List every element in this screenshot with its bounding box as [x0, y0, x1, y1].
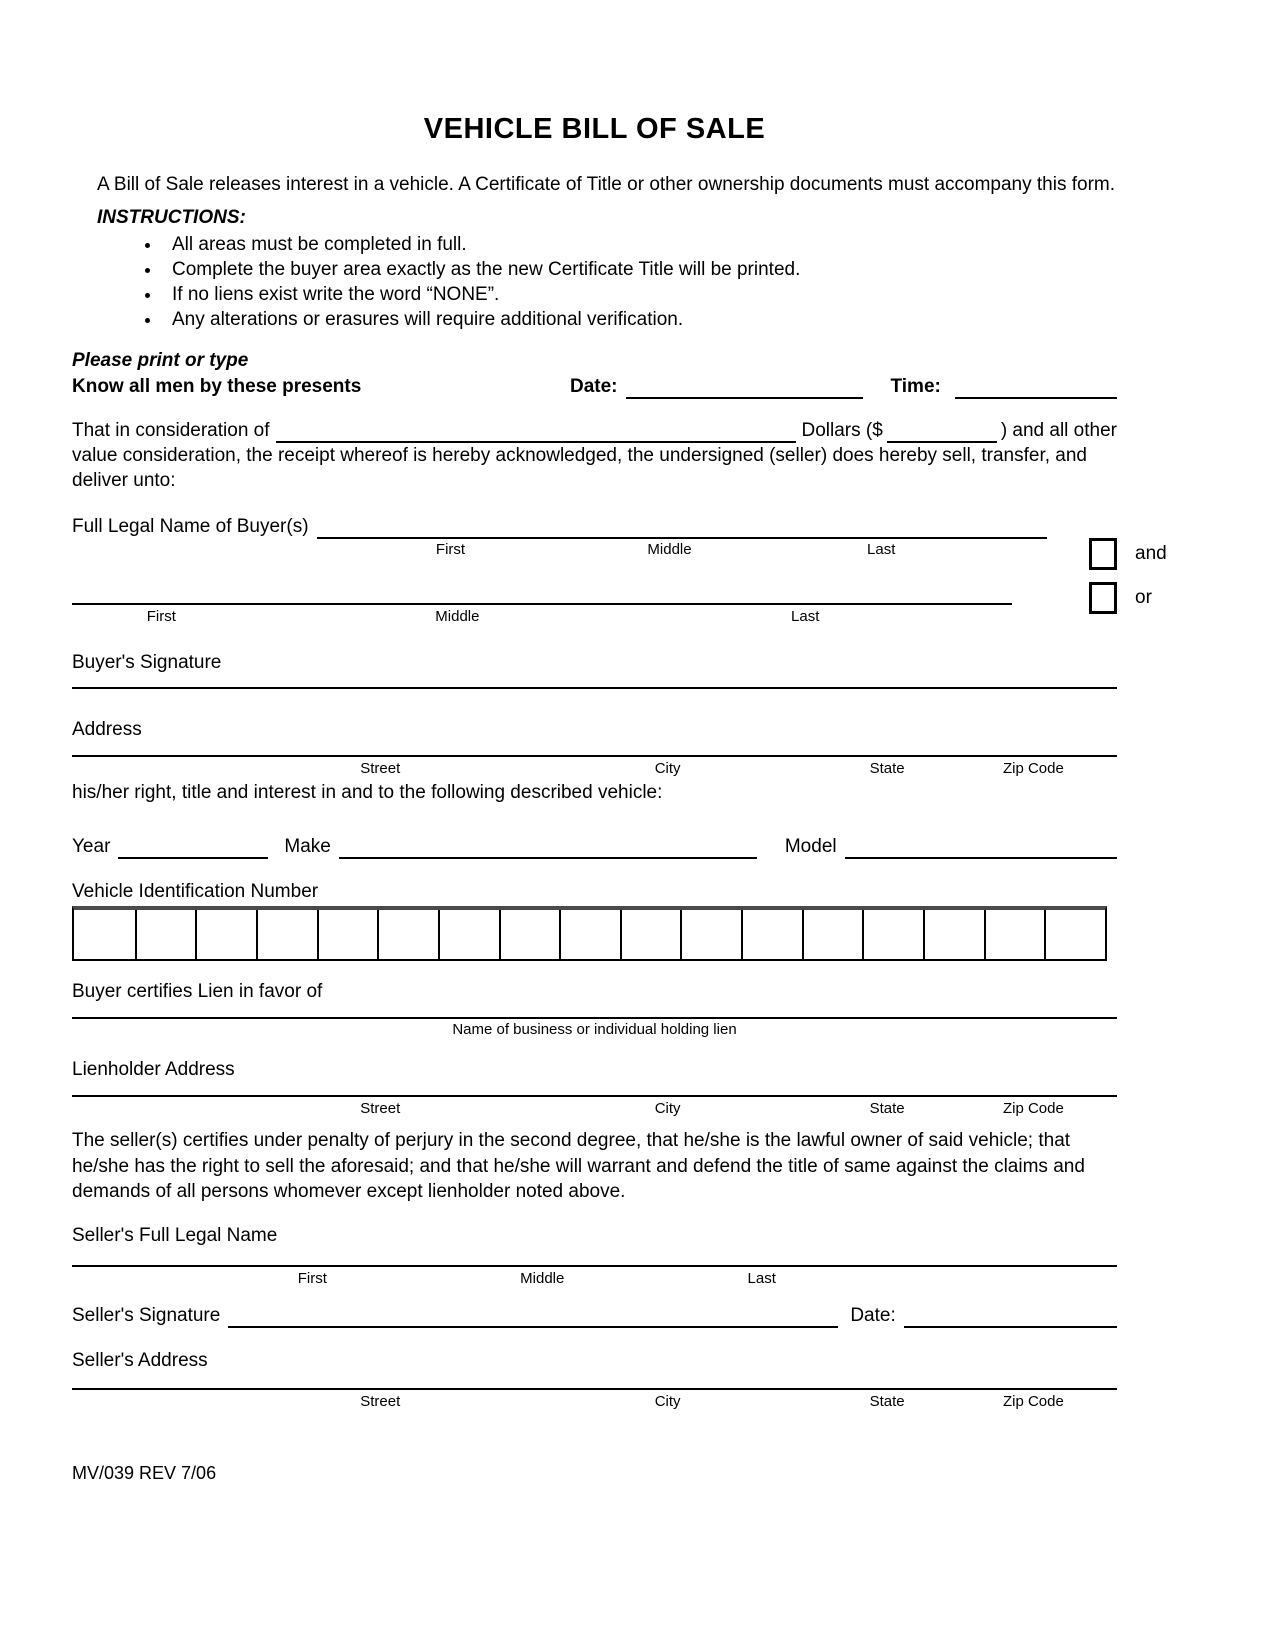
or-checkbox-row	[1089, 582, 1167, 614]
know-all-men-label: Know all men by these presents	[72, 376, 362, 397]
vin-cell[interactable]	[862, 910, 923, 959]
consideration-after-amount: ) and all other	[1000, 420, 1117, 441]
know-all-men-row	[72, 373, 1117, 399]
instruction-item: • All areas must be completed in full.	[162, 232, 1117, 257]
vin-cell[interactable]	[74, 910, 135, 959]
or-checkbox-label: or	[1135, 587, 1152, 608]
vin-cell[interactable]	[559, 910, 620, 959]
vin-cell[interactable]	[499, 910, 560, 959]
lienholder-name-caption: Name of business or individual holding lien	[452, 1021, 737, 1038]
column-label-zip: Zip Code	[1002, 1392, 1064, 1410]
time-label: Time:	[890, 376, 941, 397]
vin-cell[interactable]	[802, 910, 863, 959]
buyer-address-column-labels	[72, 760, 1117, 780]
vin-cell[interactable]	[438, 910, 499, 959]
column-label-state: State	[869, 1392, 905, 1410]
model-field[interactable]	[845, 833, 1117, 859]
and-checkbox[interactable]	[1089, 538, 1117, 570]
buyer-signature-label: Buyer's Signature	[72, 652, 222, 673]
column-label-state: State	[869, 760, 905, 777]
consideration-lead: That in consideration of	[72, 420, 270, 441]
column-label-street: Street	[360, 1100, 401, 1117]
column-label-zip: Zip Code	[1002, 760, 1064, 777]
date-label: Date:	[570, 376, 618, 397]
page-title: VEHICLE BILL OF SALE	[423, 113, 766, 145]
vin-cell[interactable]	[377, 910, 438, 959]
seller-address-label: Seller's Address	[72, 1349, 208, 1371]
instruction-item: • Any alterations or erasures will require additional verification.	[162, 307, 1117, 332]
make-label: Make	[284, 836, 331, 857]
seller-full-legal-name-label: Seller's Full Legal Name	[72, 1224, 278, 1246]
column-label-last: Last	[867, 541, 896, 558]
vin-cell[interactable]	[741, 910, 802, 959]
column-label-middle: Middle	[435, 608, 480, 625]
rights-text: his/her right, title and interest in and to the following described vehicle:	[72, 782, 663, 803]
seller-signature-row	[72, 1302, 1117, 1328]
print-or-type-note: Please print or type	[72, 350, 249, 371]
vin-cell[interactable]	[923, 910, 984, 959]
vin-cell[interactable]	[135, 910, 196, 959]
make-field[interactable]	[339, 833, 757, 859]
buyer-name1-column-labels	[341, 541, 1071, 561]
buyer-certifies-lien-label: Buyer certifies Lien in favor of	[72, 981, 323, 1002]
buyer-name2-column-labels	[72, 608, 1012, 628]
intro-paragraph: A Bill of Sale releases interest in a vehicle. A Certificate of Title or other ownership documents must accompany this form.	[97, 174, 1116, 195]
and-checkbox-label: and	[1135, 543, 1167, 564]
column-label-first: First	[146, 608, 176, 625]
instruction-item: • Complete the buyer area exactly as the new Certificate Title will be printed.	[162, 257, 1117, 282]
buyer-full-legal-name-label: Full Legal Name of Buyer(s)	[72, 516, 309, 537]
seller-date-label: Date:	[850, 1304, 896, 1326]
consideration-continuation: value consideration, the receipt whereof is hereby acknowledged, the undersigned (seller) does hereby sell, transfer, and deliver unto:	[72, 445, 1087, 491]
column-label-first: First	[297, 1269, 327, 1287]
buyer-name-field-2[interactable]	[72, 603, 1012, 605]
consideration-row	[72, 417, 1117, 443]
vin-cell[interactable]	[620, 910, 681, 959]
column-label-street: Street	[360, 1392, 401, 1410]
year-label: Year	[72, 836, 111, 857]
year-field[interactable]	[118, 833, 268, 859]
seller-date-field[interactable]	[904, 1302, 1117, 1328]
buyer-signature-field[interactable]	[72, 687, 1117, 689]
column-label-city: City	[654, 1392, 681, 1410]
column-label-middle: Middle	[647, 541, 692, 558]
column-label-middle: Middle	[520, 1269, 565, 1287]
seller-name-column-labels	[72, 1270, 1117, 1290]
instructions-heading: INSTRUCTIONS:	[97, 207, 246, 228]
lienholder-name-field[interactable]	[72, 1017, 1117, 1019]
model-label: Model	[784, 836, 837, 857]
seller-certification-paragraph: The seller(s) certifies under penalty of perjury in the second degree, that he/she is the lawful owner of said vehicle; that he/she has the right to sell the aforesaid; and that he/she will warrant and defend the title of same against the claims and demands of all persons whomever except lienholder noted above.	[72, 1130, 1085, 1202]
seller-address-column-labels	[72, 1393, 1117, 1413]
vin-grid	[72, 906, 1107, 961]
seller-signature-label: Seller's Signature	[72, 1304, 221, 1326]
column-label-last: Last	[747, 1269, 776, 1287]
date-field[interactable]	[626, 373, 863, 399]
buyer-name-field-1[interactable]	[317, 513, 1047, 539]
column-label-city: City	[654, 1100, 681, 1117]
vin-cell[interactable]	[256, 910, 317, 959]
lienholder-address-field[interactable]	[72, 1095, 1117, 1097]
dollars-label: Dollars ($	[801, 420, 883, 441]
and-or-checkbox-group	[1089, 538, 1167, 614]
consideration-amount-field[interactable]	[887, 417, 997, 443]
vin-cell[interactable]	[1044, 910, 1105, 959]
vin-cell[interactable]	[195, 910, 256, 959]
seller-signature-field[interactable]	[228, 1302, 838, 1328]
seller-address-field[interactable]	[72, 1388, 1117, 1390]
vin-cell[interactable]	[680, 910, 741, 959]
column-label-zip: Zip Code	[1002, 1100, 1064, 1117]
column-label-last: Last	[791, 608, 820, 625]
vin-cell[interactable]	[317, 910, 378, 959]
column-label-first: First	[435, 541, 466, 558]
vin-label: Vehicle Identification Number	[72, 881, 319, 902]
time-field[interactable]	[955, 373, 1117, 399]
instruction-item: • If no liens exist write the word “NONE”.	[162, 282, 1117, 307]
column-label-street: Street	[360, 760, 401, 777]
vin-cell[interactable]	[984, 910, 1045, 959]
or-checkbox[interactable]	[1089, 582, 1117, 614]
buyer-address-field[interactable]	[72, 755, 1117, 757]
form-number: MV/039 REV 7/06	[72, 1462, 217, 1483]
seller-name-field[interactable]	[72, 1265, 1117, 1267]
year-make-model-row	[72, 833, 1117, 859]
column-label-state: State	[869, 1100, 905, 1117]
column-label-city: City	[654, 760, 681, 777]
and-checkbox-row	[1089, 538, 1167, 570]
lienholder-address-label: Lienholder Address	[72, 1059, 235, 1080]
instructions-list	[72, 232, 1117, 332]
buyer-address-label: Address	[72, 719, 142, 740]
consideration-amount-words-field[interactable]	[276, 417, 796, 443]
lienholder-address-column-labels	[72, 1100, 1117, 1120]
